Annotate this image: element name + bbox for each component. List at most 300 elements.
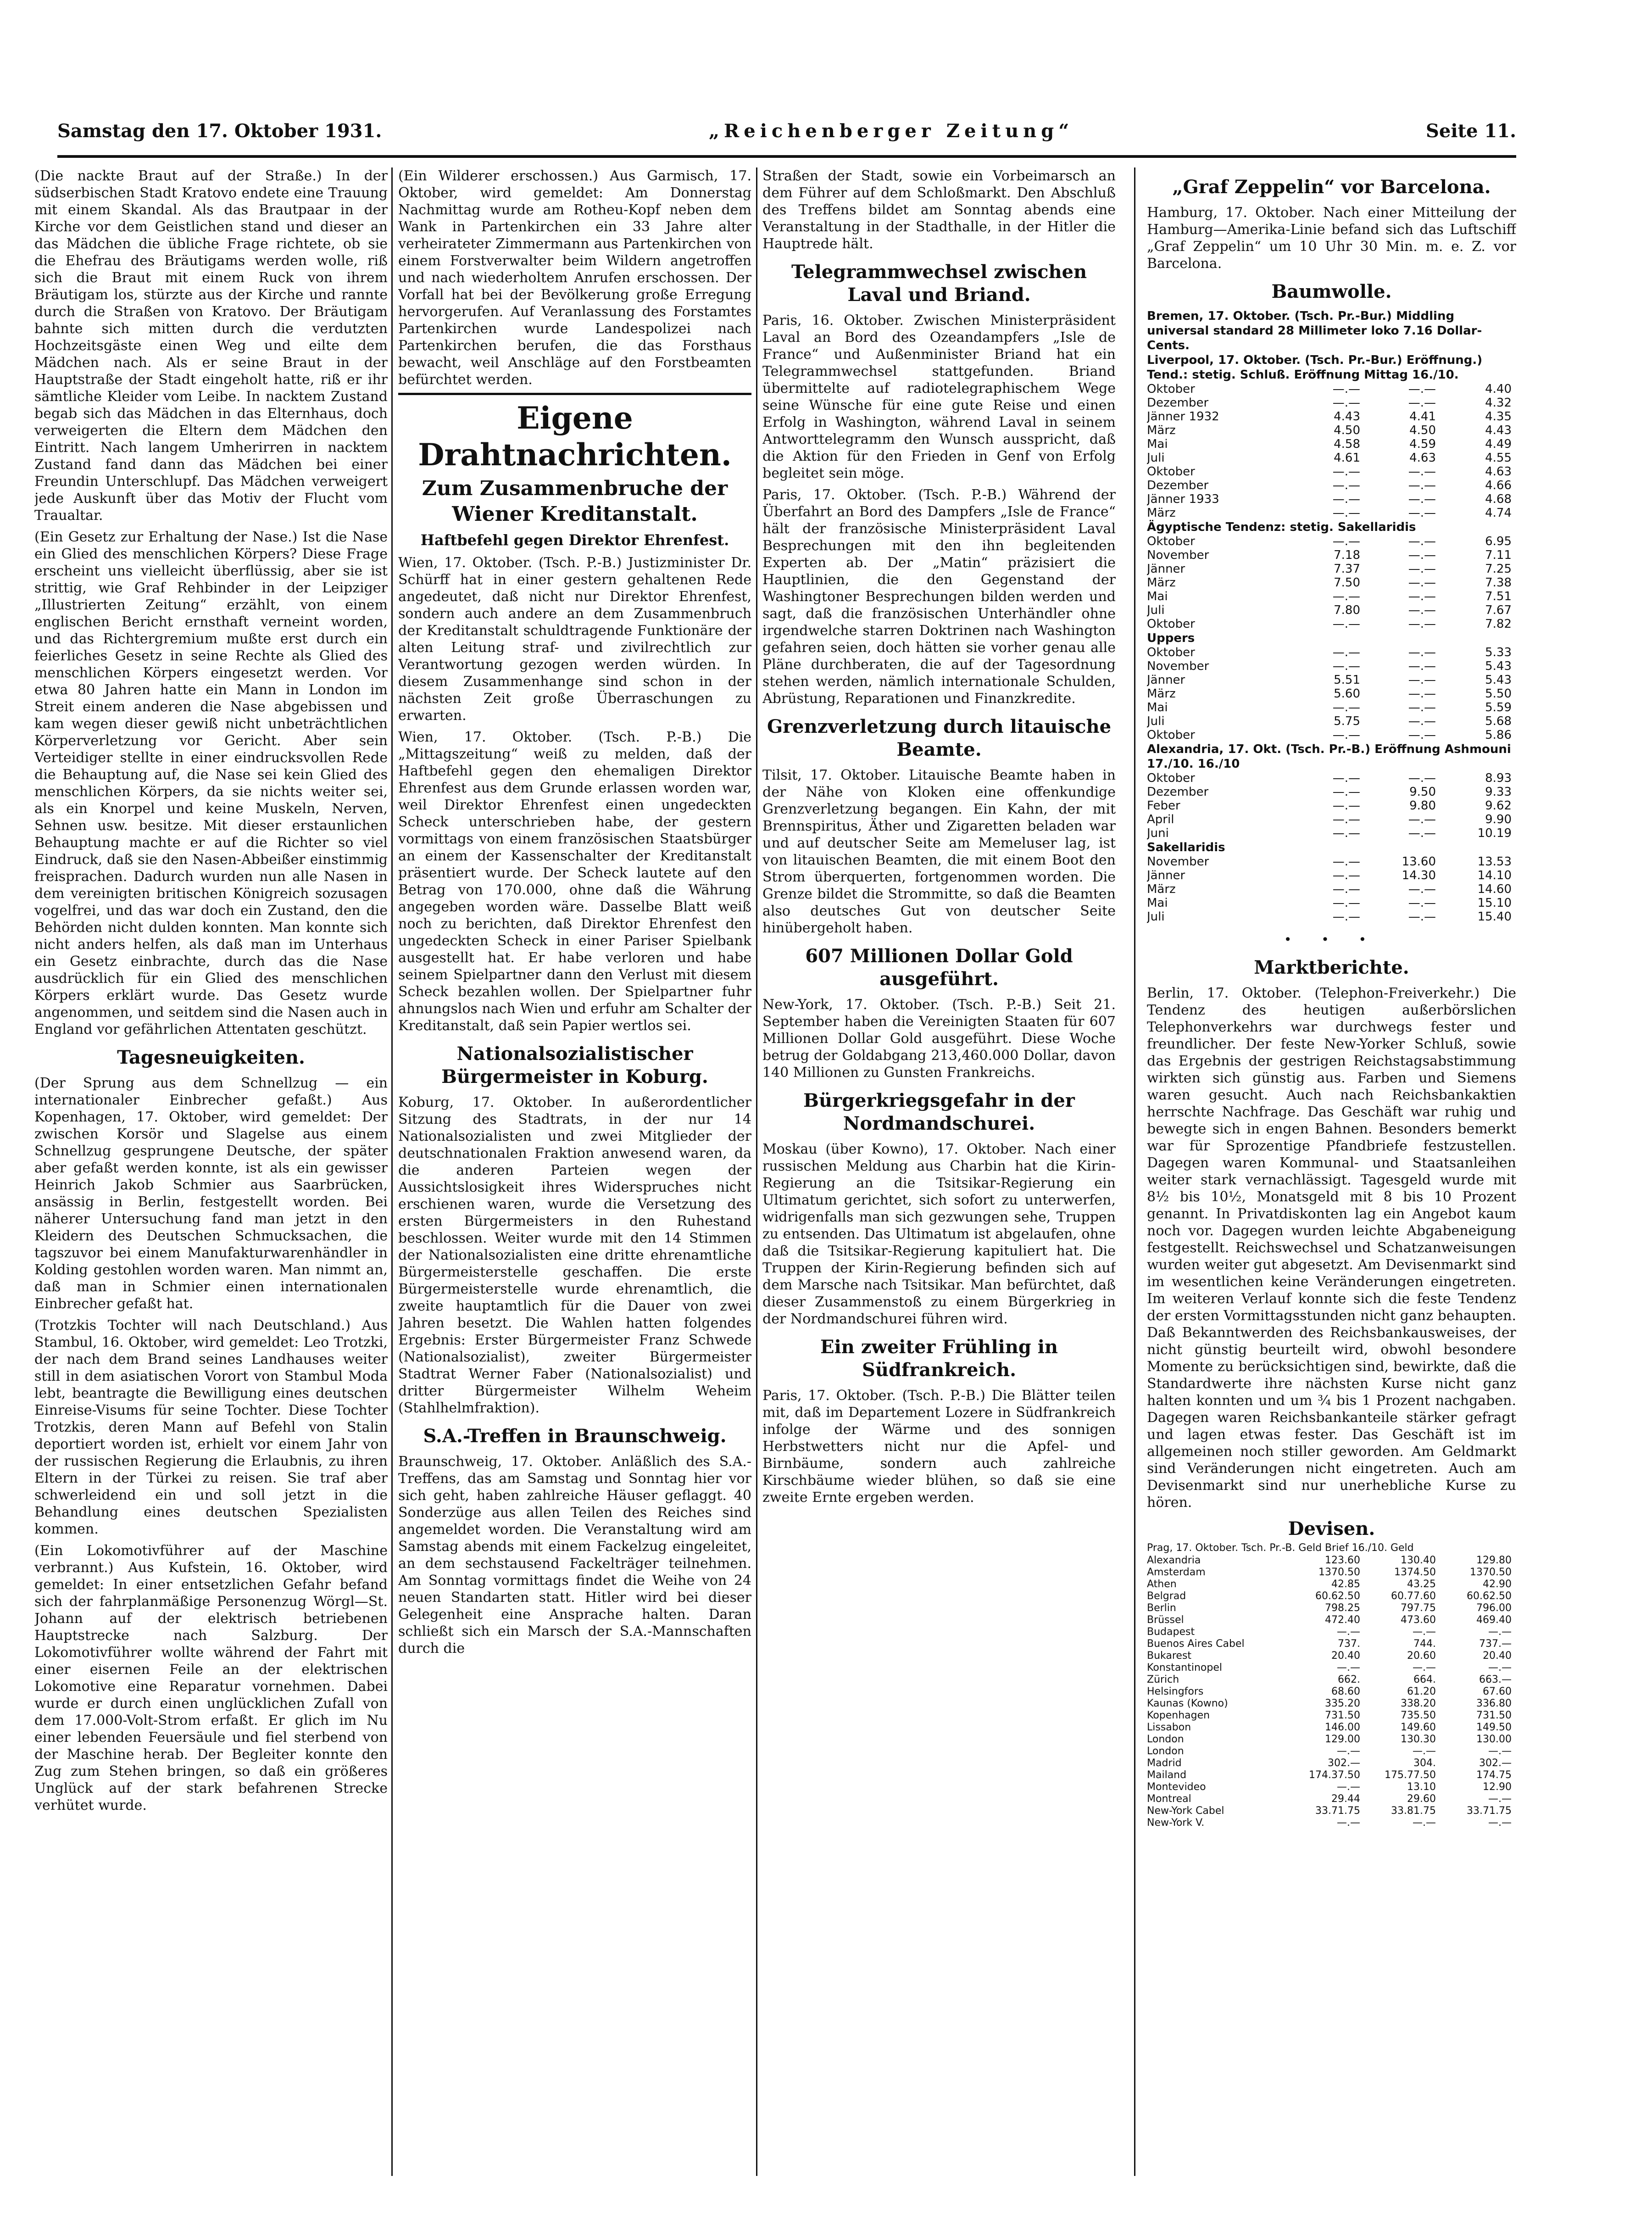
- table-row: [1147, 1662, 1516, 1674]
- table-cell: —.—: [1408, 714, 1436, 728]
- article-paragraph: Wien, 17. Oktober. (Tsch. P.-B.) Die „Mittagszeitung“ weiß zu melden, daß der Haftbefehl gegen den ehemaligen Direktor Ehrenfest aus dem Grunde erlassen worden war, weil Direktor Ehrenfest einen ungedeckten Scheck unterschrieben habe, der gestern vormittags von einem französischen Staatsbürger an einem der Kassenschalter der Kreditanstalt präsentiert wurde. Der Scheck lautete auf den Betrag von 170.000, ohne daß die Währung angegeben worden wäre. Dasselbe Blatt weiß noch zu berichten, daß Direktor Ehrenfest den ungedeckten Scheck in einer Pariser Spielbank ausgestellt hat. Er habe verloren und habe seinem Spielpartner dann den Verlust mit diesem Scheck bezahlen wollen. Der Spielpartner fuhr ahnungslos nach Wien und erfuhr am Schalter der Kreditanstalt, daß sein Papier wertlos sei.: [398, 729, 751, 1034]
- table-cell: Madrid: [1147, 1757, 1182, 1769]
- article-paragraph: Moskau (über Kowno), 17. Oktober. Nach einer russischen Meldung aus Charbin hat die Kirin-Regierung an die Tsitsikar-Regierung ein Ultimatum gerichtet, sich sofort zu unterwerfen, widrigenfalls man sich gezwungen sehe, Truppen zu entsenden. Das Ultimatum ist abgelaufen, ohne daß die Tsitsikar-Regierung kapituliert hat. Die Truppen der Kirin-Regierung befinden sich auf dem Marsche nach Tsitsikar. Man befürchtet, daß dieser Zusammenstoß zu einem Bürgerkrieg in der Nordmandschurei führen wird.: [762, 1141, 1116, 1327]
- article-paragraph: Koburg, 17. Oktober. In außerordentlicher Sitzung des Stadtrats, in der nur 14 Nationalsozialisten und zwei Mitglieder der deutschnationalen Fraktion anwesend waren, da die anderen Parteien wegen der Aussichtslosigkeit ihres Widerspruches nicht erschienen waren, wurde die Versetzung des ersten Bürgermeisters in den Ruhestand beschlossen. Weiter wurde mit den 14 Stimmen der Nationalsozialisten eine dritte ehrenamtliche Bürgermeisterstelle geschaffen. Die erste Bürgermeisterstelle wurde ehrenamtlich, die zweite hauptamtlich für die Dauer von zwei Jahren besetzt. Die Wahlen hatten folgendes Ergebnis: Erster Bürgermeister Franz Schwede (Nationalsozialist), zweiter Bürgermeister Stadtrat Werner Faber (Nationalsozialist) und dritter Bürgermeister Wilhelm Weheim (Stahlhelmfraktion).: [398, 1094, 751, 1416]
- table-cell: 7.25: [1485, 562, 1512, 576]
- table-cell: 68.60: [1331, 1686, 1360, 1697]
- section-heading: Tagesneuigkeiten.: [117, 1047, 305, 1068]
- table-row: [1147, 1817, 1516, 1829]
- article-paragraph: Paris, 16. Oktober. Zwischen Ministerpräsident Laval an Bord des Ozeandampfers „Isle de France“ und Außenminister Briand hat ein Telegrammwechsel stattgefunden. Briand übermittelte auf radiotelegraphischem Wege seine Wünsche für eine gute Reise und einen Erfolg in Washington, während Laval in seinem Antworttelegramm den Wunsch ausspricht, daß die Aktion für den Frieden in Genf von Erfolg begleitet sein möge.: [762, 312, 1116, 481]
- table-cell: 4.49: [1485, 437, 1512, 451]
- table-row: [1147, 673, 1516, 687]
- article-paragraph: Braunschweig, 17. Oktober. Anläßlich des S.A.-Treffens, das am Samstag und Sonntag hier vor sich geht, haben zahlreiche Häuser geflaggt. 40 Sonderzüge aus allen Teilen des Reiches sind angemeldet worden. Die Veranstaltung wird am Samstag abends mit einem Fackelzug eingeleitet, an dem sechstausend Fackelträger teilnehmen. Am Sonntag vormittags findet die Weihe von 24 neuen Standarten statt. Hitler wird bei dieser Gelegenheit eine Ansprache halten. Daran schließt sich ein Marsch der S.A.-Mannschaften durch die: [398, 1454, 751, 1657]
- table-cell: Kaunas (Kowno): [1147, 1698, 1228, 1709]
- article-paragraph: (Ein Wilderer erschossen.) Aus Garmisch, 17. Oktober, wird gemeldet: Am Donnerstag Nachmittag wurde am Rotheu-Kopf neben dem Wank in Partenkirchen ein 33 Jahre alter verheirateter Zimmermann aus Partenkirchen von einem Forstverwalter beim Wildern angetroffen und nach wiederholtem Anrufen erschossen. Der Vorfall hat bei der Bevölkerung große Erregung hervorgerufen. Auf Veranlassung des Forstamtes Partenkirchen wurde Landespolizei nach Partenkirchen berufen, die das Forsthaus bewacht, weil Anschläge auf den Forstbeamten befürchtet werden.: [398, 168, 751, 388]
- table-cell: 9.33: [1485, 785, 1512, 799]
- table-row: [1147, 465, 1516, 479]
- table-cell: —.—: [1408, 590, 1436, 603]
- page-header: [57, 120, 1516, 148]
- table-cell: 7.50: [1334, 576, 1360, 590]
- table-row: [1147, 646, 1516, 659]
- table-cell: Bukarest: [1147, 1650, 1192, 1662]
- table-row: [1147, 590, 1516, 603]
- table-cell: 7.67: [1485, 603, 1512, 617]
- table-cell: Athen: [1147, 1578, 1177, 1590]
- table-cell: Dezember: [1147, 396, 1209, 410]
- table-cell: —.—: [1408, 687, 1436, 701]
- table-cell: 29.44: [1331, 1793, 1360, 1805]
- article-paragraph: New-York, 17. Oktober. (Tsch. P.-B.) Seit 21. September haben die Vereinigten Staaten für 607 Millionen Dollar Gold ausgeführt. Diese Woche betrug der Goldabgang 213,460.000 Dollar, davon 140 Millionen zu Gunsten Frankreichs.: [762, 997, 1116, 1081]
- table-cell: Brüssel: [1147, 1614, 1184, 1626]
- table-cell: 12.90: [1483, 1781, 1512, 1793]
- table-cell: Mai: [1147, 437, 1168, 451]
- table-row: [1147, 1734, 1516, 1746]
- table-row: [1147, 506, 1516, 520]
- table-cell: —.—: [1408, 659, 1436, 673]
- article-paragraph: Paris, 17. Oktober. (Tsch. P.-B.) Die Blätter teilen mit, daß im Departement Lozere in Südfrankreich infolge der Wärme und des sonnigen Herbstwetters nicht nur die Apfel- und Birnbäume, sondern auch zahlreiche Kirschbäume wieder blühen, so daß sie eine zweite Ernte ergeben werden.: [762, 1388, 1116, 1506]
- table-row: [1147, 1674, 1516, 1686]
- alexandria-table: [1147, 771, 1516, 840]
- table-cell: 5.86: [1485, 728, 1512, 742]
- table-row: [1147, 1793, 1516, 1805]
- table-cell: 5.59: [1485, 701, 1512, 714]
- market-note: Ägyptische Tendenz: stetig. Sakellaridis: [1147, 520, 1416, 534]
- table-cell: Juli: [1147, 714, 1165, 728]
- table-cell: —.—: [1413, 1626, 1436, 1638]
- table-cell: —.—: [1332, 590, 1360, 603]
- table-cell: —.—: [1488, 1793, 1512, 1805]
- table-row: [1147, 1555, 1516, 1567]
- table-cell: 664.: [1413, 1674, 1436, 1685]
- table-cell: 174.75: [1476, 1769, 1512, 1781]
- header-paper-title: „Reichenberger Zeitung“: [709, 120, 1074, 142]
- table-row: [1147, 799, 1516, 813]
- table-row: [1147, 1710, 1516, 1722]
- table-cell: 174.37.50: [1309, 1769, 1360, 1781]
- table-cell: Montreal: [1147, 1793, 1191, 1805]
- table-cell: 1374.50: [1394, 1567, 1436, 1578]
- article-subheading: Haftbefehl gegen Direktor Ehrenfest.: [420, 531, 729, 549]
- table-cell: Oktober: [1147, 465, 1195, 479]
- article-heading: 607 Millionen Dollar Gold ausgeführt.: [805, 945, 1073, 990]
- table-cell: 67.60: [1483, 1686, 1512, 1697]
- article-heading: „Graf Zeppelin“ vor Barcelona.: [1172, 176, 1491, 198]
- table-cell: —.—: [1337, 1817, 1360, 1829]
- table-cell: —.—: [1408, 826, 1436, 840]
- upper-table: [1147, 646, 1516, 742]
- section-heading: Baumwolle.: [1271, 281, 1392, 302]
- table-cell: 9.62: [1485, 799, 1512, 813]
- table-cell: —.—: [1408, 396, 1436, 410]
- table-cell: 13.10: [1407, 1781, 1436, 1793]
- table-cell: Juli: [1147, 603, 1165, 617]
- table-cell: 130.00: [1476, 1734, 1512, 1745]
- table-cell: 797.75: [1401, 1602, 1436, 1614]
- table-row: [1147, 910, 1516, 924]
- table-cell: 5.51: [1334, 673, 1360, 687]
- table-cell: 60.77.60: [1391, 1590, 1436, 1602]
- table-cell: 129.80: [1476, 1555, 1512, 1566]
- table-cell: 20.40: [1331, 1650, 1360, 1662]
- header-page-number: Seite 11.: [1426, 120, 1516, 142]
- table-cell: —.—: [1408, 673, 1436, 687]
- table-cell: —.—: [1332, 646, 1360, 659]
- article-heading: Grenzverletzung durch litauische Beamte.: [767, 716, 1112, 760]
- column-separator: [391, 167, 393, 2176]
- table-row: [1147, 714, 1516, 728]
- table-cell: 4.40: [1485, 382, 1512, 396]
- table-cell: 7.18: [1334, 548, 1360, 562]
- table-cell: 7.38: [1485, 576, 1512, 590]
- table-row: [1147, 771, 1516, 785]
- table-cell: 4.66: [1485, 479, 1512, 492]
- table-cell: —.—: [1332, 535, 1360, 548]
- article-paragraph: (Der Sprung aus dem Schnellzug — ein internationaler Einbrecher gefaßt.) Aus Kopenhagen, 17. Oktober, wird gemeldet: Der zwischen Korsör und Slagelse aus einem Schnellzug gesprungene Deutsche, der später aber gefaßt werden konnte, ist als ein gewisser Heinrich Jakob Schmier aus Saarbrücken, ansässig in Berlin, festgestellt worden. Bei näherer Untersuchung fand man jetzt in den Kleidern des Deutschen Schmucksachen, die tagszuvor bei einem Manufakturwarenhändler in Kolding gestohlen worden waren. Man nimmt an, daß man in Schmier einen internationalen Einbrecher gefaßt hat.: [34, 1075, 388, 1312]
- table-cell: 5.68: [1485, 714, 1512, 728]
- table-cell: —.—: [1408, 701, 1436, 714]
- table-cell: 33.71.75: [1315, 1805, 1360, 1817]
- table-cell: 130.30: [1401, 1734, 1436, 1745]
- masthead-heading: Eigene Drahtnachrichten.: [398, 393, 751, 473]
- table-row: [1147, 451, 1516, 465]
- article-paragraph: Paris, 17. Oktober. (Tsch. P.-B.) Während der Überfahrt an Bord des Dampfers „Isle de France“ hält der französische Ministerpräsident Laval Besprechungen mit den ihn begleitenden Experten ab. Der „Matin“ präzisiert die Hauptlinien, die den Gegenstand der Washingtoner Besprechungen bilden werden und sagt, daß die französischen Unterhändler ohne irgendwelche starren Doktrinen nach Washington gefahren seien, doch hätten sie vorher genau alle Pläne durchberaten, die auf der Tagesordnung stehen werden, nämlich internationale Schulden, Abrüstung, Reparationen und Finanzkredite.: [762, 487, 1116, 707]
- table-cell: —.—: [1408, 576, 1436, 590]
- devisen-header: Prag, 17. Oktober. Tsch. Pr.-B. Geld Brief 16./10. Geld: [1147, 1542, 1414, 1554]
- table-row: [1147, 424, 1516, 437]
- market-note: Alexandria, 17. Okt. (Tsch. Pr.-B.) Eröffnung Ashmouni 17./10. 16./10: [1147, 742, 1511, 771]
- table-cell: London: [1147, 1734, 1184, 1745]
- table-cell: 7.37: [1334, 562, 1360, 576]
- article-paragraph: Straßen der Stadt, sowie ein Vorbeimarsch an dem Führer auf dem Schloßmarkt. Den Abschluß des Treffens bildet am Sonntag abends eine Veranstaltung in der Stadthalle, in der Hitler die Hauptrede hält.: [762, 168, 1116, 252]
- table-row: [1147, 1805, 1516, 1817]
- table-cell: —.—: [1408, 617, 1436, 631]
- table-cell: Jänner: [1147, 562, 1185, 576]
- table-cell: Amsterdam: [1147, 1567, 1206, 1578]
- table-cell: 146.00: [1325, 1722, 1360, 1733]
- table-row: [1147, 410, 1516, 424]
- table-cell: Oktober: [1147, 646, 1195, 659]
- table-cell: —.—: [1332, 882, 1360, 896]
- table-cell: 7.80: [1334, 603, 1360, 617]
- market-note: Bremen, 17. Oktober. (Tsch. Pr.-Bur.) Middling universal standard 28 Millimeter loko 7.16 Dollar-Cents.: [1147, 309, 1482, 352]
- table-cell: Juni: [1147, 826, 1169, 840]
- table-row: [1147, 562, 1516, 576]
- table-cell: —.—: [1408, 771, 1436, 785]
- table-cell: 731.50: [1325, 1710, 1360, 1721]
- column-2: [398, 167, 751, 2176]
- table-cell: Lissabon: [1147, 1722, 1191, 1733]
- table-row: [1147, 603, 1516, 617]
- table-row: [1147, 382, 1516, 396]
- article-heading: Nationalsozialistischer Bürgermeister in Koburg.: [441, 1043, 708, 1088]
- table-cell: Jänner: [1147, 869, 1185, 882]
- table-cell: 42.90: [1483, 1578, 1512, 1590]
- table-cell: 4.58: [1334, 437, 1360, 451]
- table-cell: 731.50: [1476, 1710, 1512, 1721]
- table-cell: —.—: [1408, 465, 1436, 479]
- table-cell: 149.50: [1476, 1722, 1512, 1733]
- table-cell: 302.—: [1328, 1757, 1360, 1769]
- table-row: [1147, 882, 1516, 896]
- table-cell: 7.51: [1485, 590, 1512, 603]
- table-row: [1147, 548, 1516, 562]
- table-cell: 9.50: [1409, 785, 1436, 799]
- table-cell: —.—: [1413, 1662, 1436, 1673]
- table-cell: 302.—: [1479, 1757, 1512, 1769]
- table-row: [1147, 1626, 1516, 1638]
- table-cell: Zürich: [1147, 1674, 1179, 1685]
- column-4: [1147, 167, 1516, 2176]
- table-row: [1147, 1590, 1516, 1602]
- table-cell: —.—: [1413, 1746, 1436, 1757]
- table-row: [1147, 1722, 1516, 1734]
- table-cell: 4.32: [1485, 396, 1512, 410]
- table-cell: 5.75: [1334, 714, 1360, 728]
- table-cell: —.—: [1332, 896, 1360, 910]
- market-note: Uppers: [1147, 631, 1195, 645]
- table-cell: 10.19: [1477, 826, 1512, 840]
- table-row: [1147, 535, 1516, 548]
- table-cell: —.—: [1332, 492, 1360, 506]
- table-cell: —.—: [1408, 813, 1436, 826]
- article-heading: Zum Zusammenbruche der Wiener Kreditanstalt.: [422, 477, 728, 526]
- section-heading: Devisen.: [1288, 1518, 1375, 1539]
- table-row: [1147, 1781, 1516, 1793]
- column-1: [34, 167, 388, 2176]
- column-separator: [756, 167, 757, 2176]
- article-heading: Bürgerkriegsgefahr in der Nordmandschurei.: [803, 1090, 1075, 1134]
- table-cell: 4.59: [1409, 437, 1436, 451]
- table-cell: 5.50: [1485, 687, 1512, 701]
- table-cell: Montevideo: [1147, 1781, 1206, 1793]
- table-cell: März: [1147, 506, 1176, 520]
- table-cell: —.—: [1408, 535, 1436, 548]
- table-row: [1147, 826, 1516, 840]
- table-cell: —.—: [1332, 855, 1360, 869]
- table-cell: Dezember: [1147, 479, 1209, 492]
- table-cell: 5.43: [1485, 659, 1512, 673]
- table-cell: —.—: [1488, 1817, 1512, 1829]
- table-cell: —.—: [1408, 479, 1436, 492]
- column-3: [762, 167, 1116, 2176]
- table-cell: 60.62.50: [1467, 1590, 1512, 1602]
- table-cell: —.—: [1332, 382, 1360, 396]
- table-cell: 61.20: [1407, 1686, 1436, 1697]
- table-row: [1147, 1567, 1516, 1578]
- article-heading: Ein zweiter Frühling in Südfrankreich.: [820, 1336, 1058, 1381]
- table-cell: London: [1147, 1746, 1184, 1757]
- separator-dots: • • •: [1284, 932, 1379, 947]
- table-cell: —.—: [1332, 826, 1360, 840]
- table-cell: 20.60: [1407, 1650, 1436, 1662]
- table-cell: 662.: [1338, 1674, 1360, 1685]
- table-cell: Oktober: [1147, 728, 1195, 742]
- table-cell: 130.40: [1401, 1555, 1436, 1566]
- article-paragraph: Berlin, 17. Oktober. (Telephon-Freiverkehr.) Die Tendenz des heutigen außerbörslichen Telephonverkehrs war durchwegs fester und freundlicher. Der feste New-Yorker Schluß, sowie das Ergebnis der gestrigen Reichstagsabstimmung wirkten sich günstig aus. Farben und Siemens waren gesucht. Auch nach Reichsbankaktien herrschte Nachfrage. Das Geschäft war ruhig und bewegte sich in engen Bahnen. Besonders bemerkt war für Sprozentige Pfandbriefe festzustellen. Dagegen waren Kommunal- und Staatsanleihen weiter stark vernachlässigt. Tagesgeld wurde mit 8½ bis 10½, Monatsgeld mit 8 bis 10 Prozent genannt. In Privatdiskonten lag ein Angebot kaum noch vor. Dagegen wurden leichte Abgabeneigung festgestellt. Reichswechsel und Schatzanweisungen wurden weiter gut abgesetzt. Am Devisenmarkt sind im wesentlichen keine Veränderungen eingetreten. Im weiteren Verlauf konnte sich die feste Tendenz der ersten Vormittagsstunden nicht ganz behaupten. Daß Bekanntwerden des Reichsbankausweises, der nicht günstig beurteilt wird, obwohl besondere Momente zu berücksichtigen sind, bewirkte, daß die Standardwerte ihre nächsten Kurse nicht ganz halten konnten und um ¾ bis 1 Prozent nachgaben. Dagegen waren Reichsbankanteile stärker gefragt und lagen etwas fester. Das Geschäft ist im allgemeinen noch stiller geworden. Am Geldmarkt sind Veränderungen nicht eingetreten. Auch am Devisenmarkt sind nur unerhebliche Kurse zu hören.: [1147, 985, 1516, 1511]
- table-row: [1147, 1698, 1516, 1710]
- table-cell: Dezember: [1147, 785, 1209, 799]
- table-cell: —.—: [1408, 646, 1436, 659]
- market-note: Sakellaridis: [1147, 841, 1225, 854]
- table-cell: 4.43: [1334, 410, 1360, 424]
- table-cell: 335.20: [1325, 1698, 1360, 1709]
- table-cell: 123.60: [1325, 1555, 1360, 1566]
- table-cell: 737.: [1338, 1638, 1360, 1650]
- table-cell: —.—: [1332, 465, 1360, 479]
- table-cell: —.—: [1408, 728, 1436, 742]
- table-cell: Mai: [1147, 701, 1168, 714]
- table-cell: 472.40: [1325, 1614, 1360, 1626]
- article-paragraph: (Ein Lokomotivführer auf der Maschine verbrannt.) Aus Kufstein, 16. Oktober, wird gemeldet: In einer entsetzlichen Gefahr befand sich der fahrplanmäßige Personenzug Wörgl—St. Johann auf der elektrisch betriebenen Hauptstrecke nach Salzburg. Der Lokomotivführer wollte während der Fahrt mit einer eisernen Feile an der elektrischen Lokomotive eine Reparatur vornehmen. Dabei wurde er durch einen unglücklichen Zufall von dem 17.000-Volt-Strom erfaßt. Er glich im Nu einer lebenden Feuersäule und fiel sterbend von der Maschine herab. Der Begleiter konnte den Zug zum Stehen bringen, so daß ein größeres Unglück auf der stark befahrenen Strecke verhütet wurde.: [34, 1543, 388, 1813]
- table-cell: —.—: [1337, 1662, 1360, 1673]
- table-cell: 42.85: [1331, 1578, 1360, 1590]
- table-cell: Oktober: [1147, 382, 1195, 396]
- table-cell: —.—: [1408, 882, 1436, 896]
- table-cell: Berlin: [1147, 1602, 1176, 1614]
- table-cell: —.—: [1332, 659, 1360, 673]
- table-cell: 338.20: [1401, 1698, 1436, 1709]
- table-cell: New-York V.: [1147, 1817, 1205, 1829]
- table-cell: 4.35: [1485, 410, 1512, 424]
- table-cell: 5.60: [1334, 687, 1360, 701]
- table-cell: April: [1147, 813, 1174, 826]
- table-cell: 60.62.50: [1315, 1590, 1360, 1602]
- table-cell: 14.60: [1477, 882, 1512, 896]
- table-cell: Oktober: [1147, 771, 1195, 785]
- table-cell: —.—: [1488, 1662, 1512, 1673]
- table-cell: 663.—: [1479, 1674, 1512, 1685]
- table-cell: —.—: [1332, 813, 1360, 826]
- table-cell: —.—: [1337, 1746, 1360, 1757]
- column-separator: [1134, 167, 1135, 2176]
- table-row: [1147, 687, 1516, 701]
- table-cell: 4.74: [1485, 506, 1512, 520]
- table-row: [1147, 855, 1516, 869]
- header-rule: [57, 155, 1516, 158]
- table-cell: —.—: [1332, 785, 1360, 799]
- table-cell: Jänner 1932: [1147, 410, 1219, 424]
- table-cell: —.—: [1413, 1817, 1436, 1829]
- table-cell: 13.53: [1477, 855, 1512, 869]
- table-cell: 735.50: [1401, 1710, 1436, 1721]
- table-cell: 4.63: [1485, 465, 1512, 479]
- table-cell: 7.82: [1485, 617, 1512, 631]
- table-cell: Mai: [1147, 590, 1168, 603]
- table-cell: Budapest: [1147, 1626, 1195, 1638]
- table-cell: 798.25: [1325, 1602, 1360, 1614]
- table-cell: März: [1147, 424, 1176, 437]
- table-cell: 13.60: [1402, 855, 1436, 869]
- table-cell: —.—: [1332, 617, 1360, 631]
- article-paragraph: Tilsit, 17. Oktober. Litauische Beamte haben in der Nähe von Kloken eine offenkundige Grenzverletzung begangen. Ein Kahn, der mit Brennspiritus, Äther und Zigaretten beladen war und auf deutscher Seite am Memeluser lag, ist von litauischen Beamten, die mit einem Boot den Strom überquerten, fortgenommen worden. Die Grenze bildet die Strommitte, so daß die Beamten also deutsches Gut von deutscher Seite hinübergeholt haben.: [762, 767, 1116, 936]
- devisen-table: [1147, 1555, 1516, 1829]
- table-cell: Juli: [1147, 910, 1165, 924]
- table-cell: 4.55: [1485, 451, 1512, 465]
- table-cell: —.—: [1408, 910, 1436, 924]
- table-cell: 15.40: [1477, 910, 1512, 924]
- header-date: Samstag den 17. Oktober 1931.: [57, 120, 382, 142]
- table-cell: 4.63: [1409, 451, 1436, 465]
- table-row: [1147, 1746, 1516, 1757]
- table-cell: Buenos Aires Cabel: [1147, 1638, 1245, 1650]
- table-row: [1147, 1614, 1516, 1626]
- table-cell: 14.10: [1477, 869, 1512, 882]
- table-cell: 5.33: [1485, 646, 1512, 659]
- table-cell: —.—: [1332, 479, 1360, 492]
- table-cell: Feber: [1147, 799, 1180, 813]
- table-row: [1147, 1757, 1516, 1769]
- table-cell: —.—: [1332, 910, 1360, 924]
- table-row: [1147, 1769, 1516, 1781]
- table-cell: November: [1147, 659, 1209, 673]
- table-cell: März: [1147, 576, 1176, 590]
- cotton-table: [1147, 382, 1516, 520]
- table-cell: 29.60: [1407, 1793, 1436, 1805]
- table-cell: —.—: [1408, 896, 1436, 910]
- table-cell: 9.80: [1409, 799, 1436, 813]
- table-cell: Oktober: [1147, 617, 1195, 631]
- table-cell: —.—: [1408, 492, 1436, 506]
- table-cell: —.—: [1332, 701, 1360, 714]
- table-row: [1147, 1578, 1516, 1590]
- table-cell: 473.60: [1401, 1614, 1436, 1626]
- table-cell: 33.81.75: [1391, 1805, 1436, 1817]
- table-cell: —.—: [1332, 799, 1360, 813]
- table-cell: 149.60: [1401, 1722, 1436, 1733]
- table-cell: Jänner: [1147, 673, 1185, 687]
- table-row: [1147, 492, 1516, 506]
- table-cell: 7.11: [1485, 548, 1512, 562]
- table-cell: Konstantinopel: [1147, 1662, 1223, 1673]
- article-paragraph: (Trotzkis Tochter will nach Deutschland.) Aus Stambul, 16. Oktober, wird gemeldet: Leo Trotzki, der nach dem Brand seines Landhauses weiter still in dem asiatischen Vorort von Stambul Moda lebt, beantragte die Bewilligung eines deutschen Einreise-Visums für seine Tochter. Diese Tochter Trotzkis, deren Mann auf Befehl von Stalin deportiert worden ist, erhielt vor einem Jahr von der russischen Regierung die Erlaubnis, zu ihren Eltern in der Türkei zu reisen. Sie traf aber schwerleidend ein und soll jetzt in die Behandlung eines deutschen Spezialisten kommen.: [34, 1317, 388, 1537]
- table-cell: 8.93: [1485, 771, 1512, 785]
- table-row: [1147, 1650, 1516, 1662]
- table-cell: 336.80: [1476, 1698, 1512, 1709]
- table-cell: Mailand: [1147, 1769, 1187, 1781]
- table-row: [1147, 617, 1516, 631]
- table-cell: —.—: [1408, 548, 1436, 562]
- table-row: [1147, 396, 1516, 410]
- table-row: [1147, 479, 1516, 492]
- table-cell: —.—: [1332, 869, 1360, 882]
- table-row: [1147, 701, 1516, 714]
- table-cell: 9.90: [1485, 813, 1512, 826]
- table-cell: 4.61: [1334, 451, 1360, 465]
- table-row: [1147, 437, 1516, 451]
- sakellaridis-table: [1147, 855, 1516, 924]
- table-cell: 4.68: [1485, 492, 1512, 506]
- table-row: [1147, 813, 1516, 826]
- table-cell: —.—: [1408, 382, 1436, 396]
- table-cell: —.—: [1332, 771, 1360, 785]
- table-cell: —.—: [1332, 506, 1360, 520]
- table-row: [1147, 869, 1516, 882]
- table-row: [1147, 1602, 1516, 1614]
- table-cell: 15.10: [1477, 896, 1512, 910]
- article-paragraph: (Die nackte Braut auf der Straße.) In der südserbischen Stadt Kratovo endete eine Trauung mit einem Skandal. Als das Brautpaar in der Kirche vor dem Geistlichen stand und dieser an das Mädchen die übliche Frage richtete, ob sie die Ehefrau des Bräutigams werden wolle, riß sich die Braut mit einem Ruck von ihrem Bräutigam los, stürzte aus der Kirche und rannte durch die Straßen von Kratovo. Der Bräutigam bahnte sich mitten durch die verdutzten Hochzeitsgäste einen Weg und eilte dem Mädchen nach. Als er seine Braut in der Hauptstraße der Stadt eingeholt hatte, riß er ihr sämtliche Kleider vom Leibe. In nacktem Zustand begab sich das Mädchen in das Elternhaus, doch verweigerten die Eltern dem Mädchen den Eintritt. Nach langem Umherirren in nacktem Zustand fand dann das Mädchen bei einer Freundin Unterschlupf. Das Mädchen verweigert jede Auskunft über das Motiv der Flucht vom Traualtar.: [34, 168, 388, 524]
- table-row: [1147, 1638, 1516, 1650]
- table-cell: 737.—: [1479, 1638, 1512, 1650]
- article-paragraph: Hamburg, 17. Oktober. Nach einer Mitteilung der Hamburg—Amerika-Linie befand sich das Luftschiff „Graf Zeppelin“ um 10 Uhr 30 Min. m. e. Z. vor Barcelona.: [1147, 205, 1516, 272]
- table-cell: 4.50: [1409, 424, 1436, 437]
- table-cell: 1370.50: [1470, 1567, 1512, 1578]
- article-heading: S.A.-Treffen in Braunschweig.: [423, 1425, 727, 1447]
- table-cell: 744.: [1413, 1638, 1436, 1650]
- table-row: [1147, 659, 1516, 673]
- table-cell: —.—: [1408, 562, 1436, 576]
- table-cell: 14.30: [1402, 869, 1436, 882]
- table-row: [1147, 1686, 1516, 1698]
